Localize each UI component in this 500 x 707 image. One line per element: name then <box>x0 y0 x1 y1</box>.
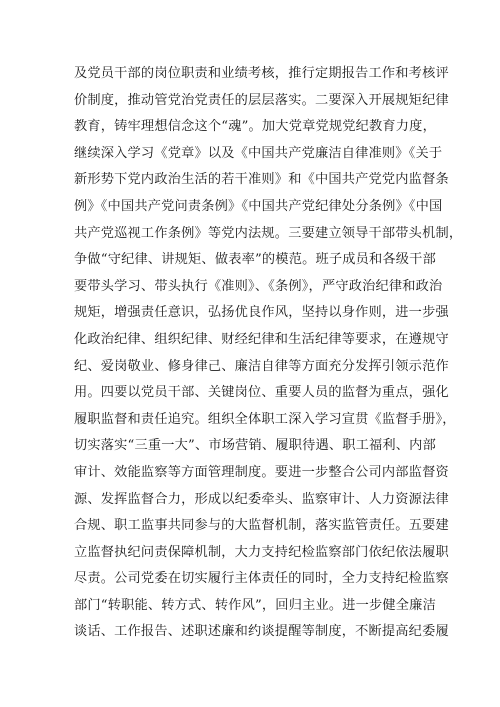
text-line: 共产党巡视工作条例》等党内法规。三要建立领导干部带头机制， <box>74 225 463 241</box>
text-line: 谈话、工作报告、述职述廉和约谈提醒等制度，不断提高纪委履 <box>74 624 449 640</box>
text-line: 争做“守纪律、讲规矩、做表率”的模范。班子成员和各级干部 <box>74 252 436 268</box>
body-text <box>74 61 463 646</box>
text-line: 化政治纪律、组织纪律、财经纪律和生活纪律等要求，在遵规守 <box>74 331 449 347</box>
text-line: 继续深入学习《党章》以及《中国共产党廉洁自律准则》《关于 <box>74 145 443 161</box>
text-line: 履职监督和责任追究。组织全体职工深入学习宣贯《监督手册》， <box>74 411 456 427</box>
text-line: 及党员干部的岗位职责和业绩考核，推行定期报告工作和考核评 <box>74 66 449 81</box>
text-line: 纪、爱岗敬业、修身律己、廉洁自律等方面充分发挥引领示范作 <box>74 358 449 374</box>
text-line: 要带头学习、带头执行《准则》、《条例》，严守政治纪律和政治 <box>74 278 443 294</box>
text-line: 源、发挥监督合力，形成以纪委牵头、监察审计、人力资源法律 <box>74 491 449 507</box>
text-line: 教育，铸牢理想信念这个“魂”。加大党章党规党纪教育力度， <box>74 119 436 135</box>
text-line: 尽责。公司党委在切实履行主体责任的同时，全力支持纪检监察 <box>74 571 449 587</box>
text-line: 用。四要以党员干部、关键岗位、重要人员的监督为重点，强化 <box>74 385 449 401</box>
text-line: 审计、效能监察等方面管理制度。要进一步整合公司内部监督资 <box>74 464 449 480</box>
text-line: 例》《中国共产党问责条例》《中国共产党纪律处分条例》《中国 <box>74 198 443 214</box>
text-line: 合规、职工监事共同参与的大监督机制，落实监管责任。五要建 <box>74 518 449 534</box>
text-line: 立监督执纪问责保障机制，大力支持纪检监察部门依纪依法履职 <box>74 544 449 560</box>
text-line: 切实落实“三重一大”、市场营销、履职待遇、职工福利、内部 <box>74 438 436 454</box>
text-line: 新形势下党内政治生活的若干准则》和《中国共产党党内监督条 <box>74 172 449 188</box>
text-line: 价制度，推动管党治党责任的层层落实。二要深入开展规矩纪律 <box>74 92 449 108</box>
text-line: 规矩，增强责任意识，弘扬优良作风，坚持以身作则，进一步强 <box>74 305 449 321</box>
text-line: 部门“转职能、转方式、转作风”，回归主业。进一步健全廉洁 <box>74 597 436 613</box>
